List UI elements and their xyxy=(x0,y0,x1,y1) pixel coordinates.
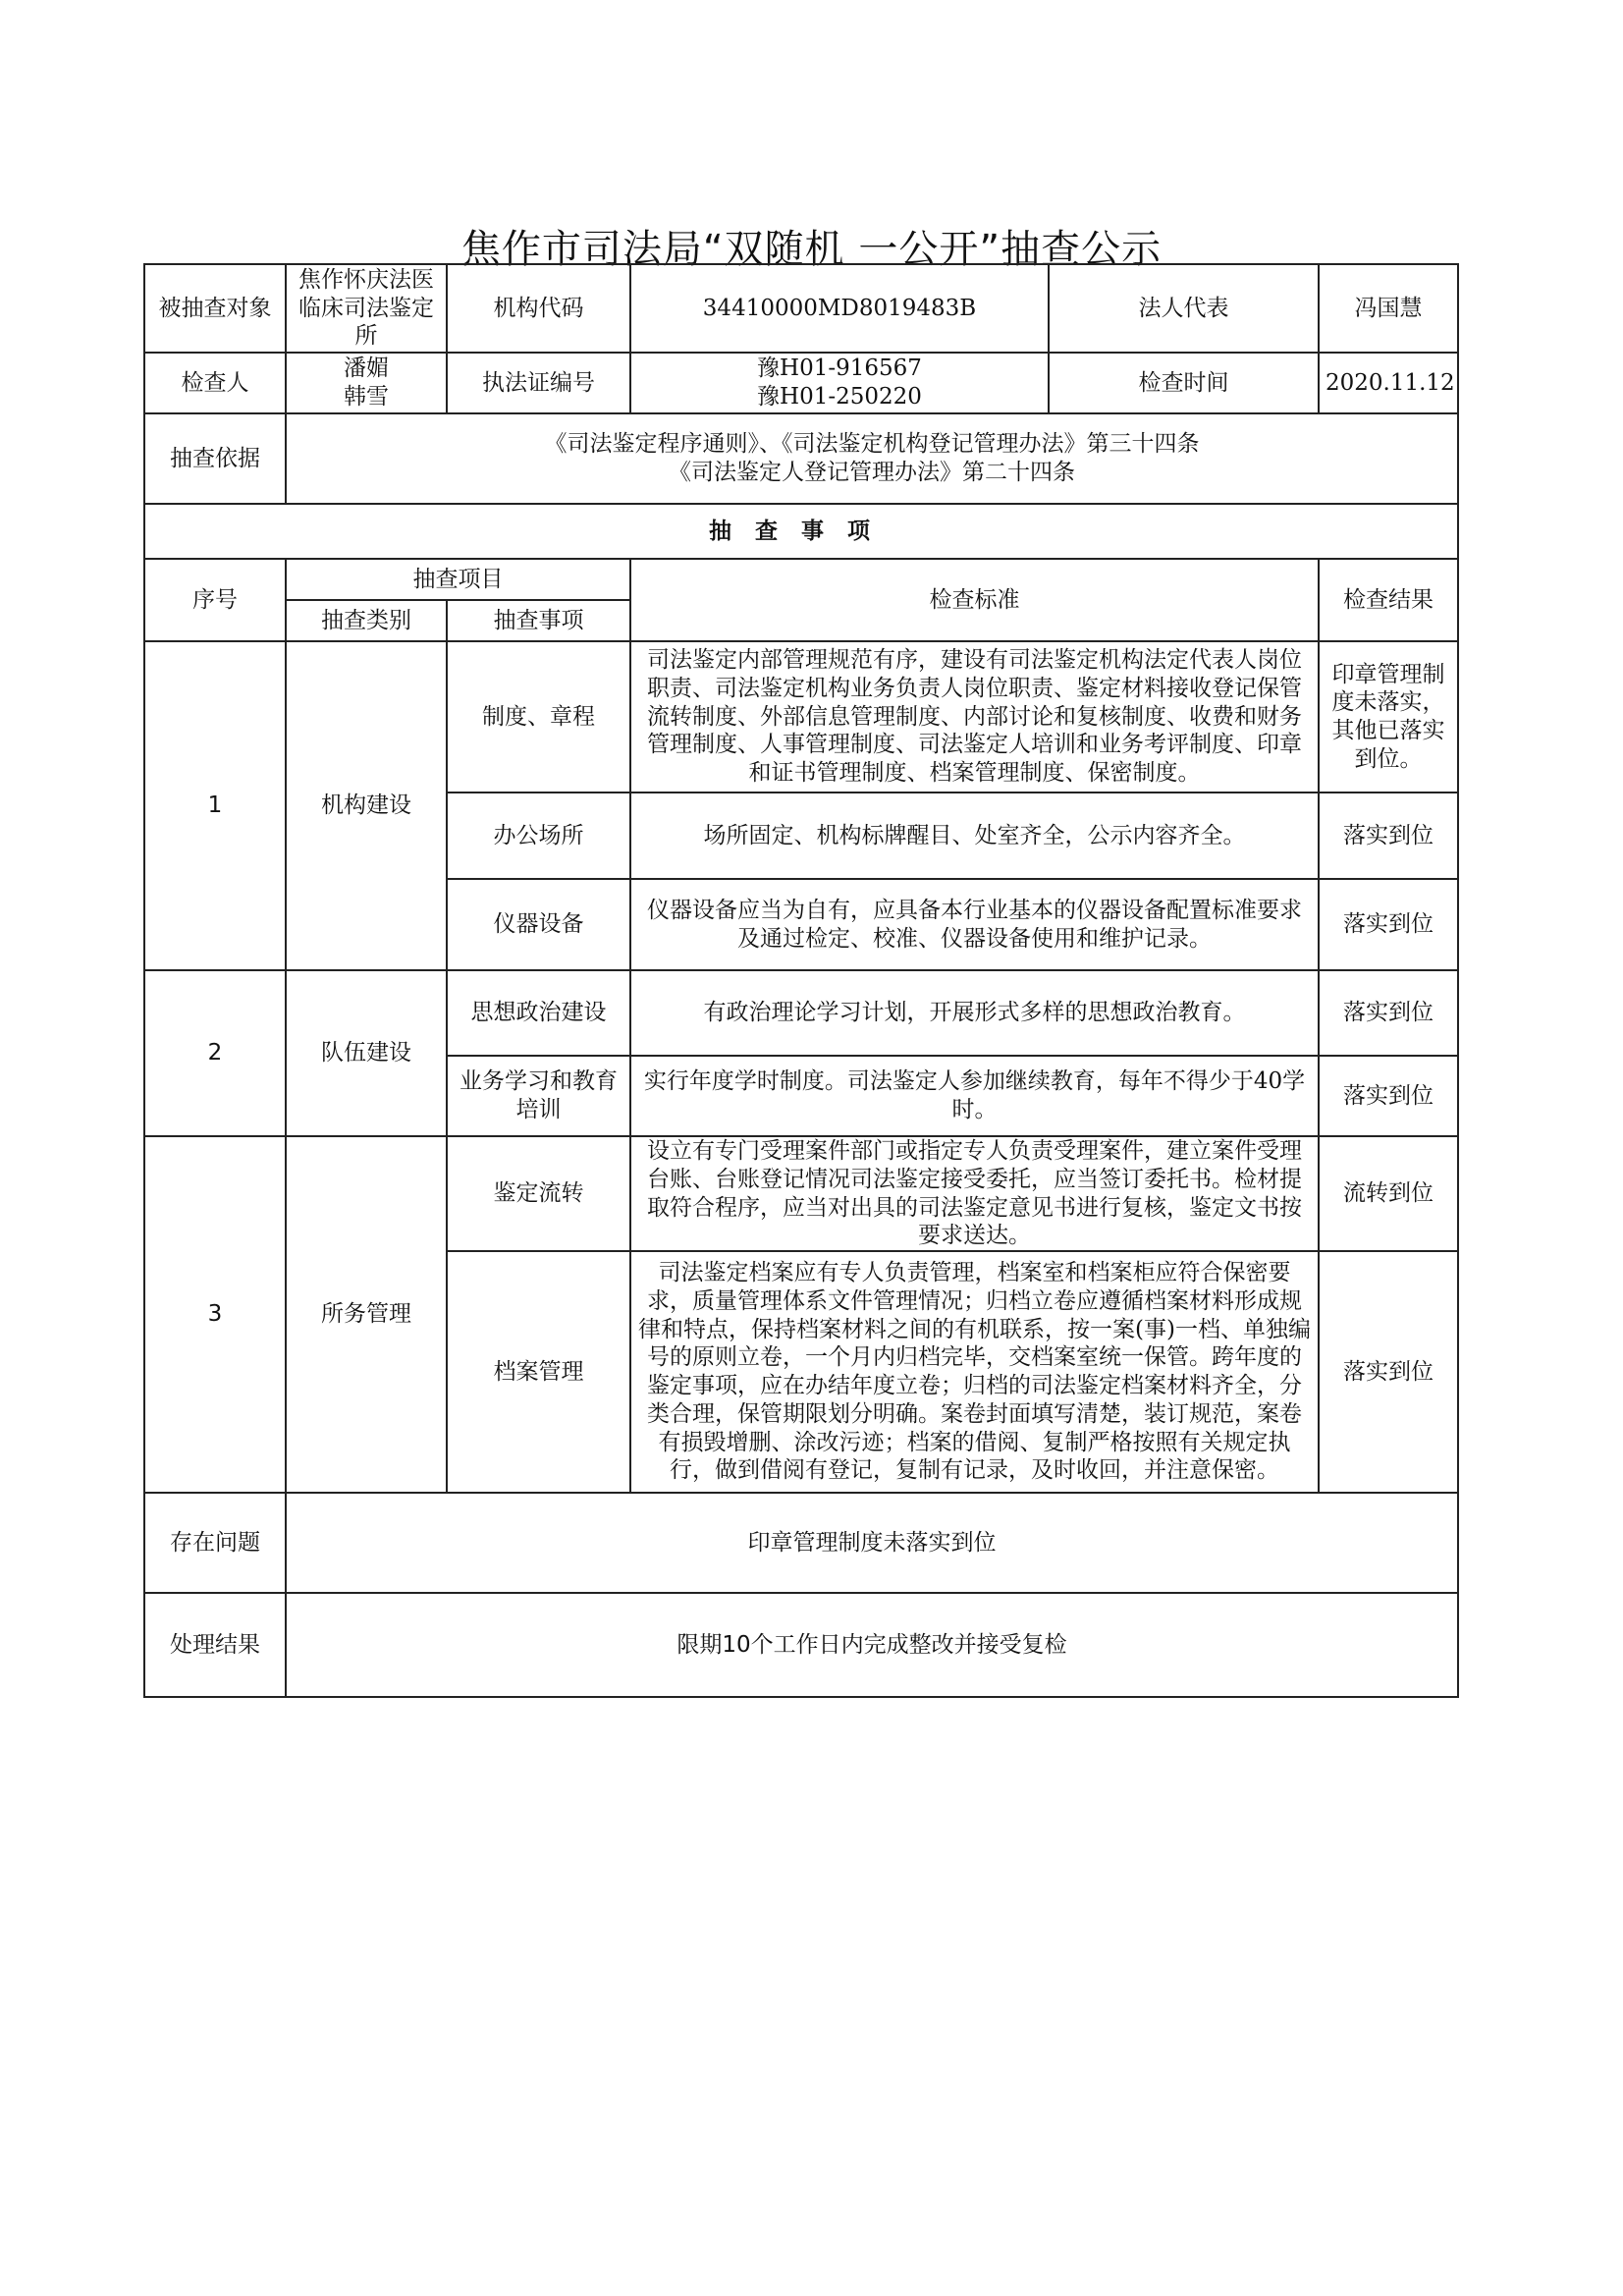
row-item: 思想政治建设 xyxy=(447,970,630,1056)
row-result: 落实到位 xyxy=(1319,970,1458,1056)
row-standard: 设立有专门受理案件部门或指定专人负责受理案件，建立案件受理台账、台账登记情况司法鉴定接受委托，应当签订委托书。检材提取符合程序，应当对出具的司法鉴定意见书进行复核，鉴定文书按要求送达。 xyxy=(630,1136,1319,1251)
handling-row xyxy=(144,1593,1458,1697)
row-item: 制度、章程 xyxy=(447,641,630,793)
row-result: 落实到位 xyxy=(1319,793,1458,879)
cert-numbers xyxy=(630,353,1049,413)
table-row xyxy=(144,641,1458,793)
legal-rep-label: 法人代表 xyxy=(1049,264,1319,353)
basis-label: 抽查依据 xyxy=(144,413,286,504)
row-standard: 实行年度学时制度。司法鉴定人参加继续教育，每年不得少于40学时。 xyxy=(630,1056,1319,1136)
row-result: 落实到位 xyxy=(1319,1251,1458,1493)
object-label: 被抽查对象 xyxy=(144,264,286,353)
group-seq: 2 xyxy=(144,970,286,1136)
cert-label: 执法证编号 xyxy=(447,353,630,413)
inspection-table xyxy=(143,263,1459,1698)
row-item: 鉴定流转 xyxy=(447,1136,630,1251)
basis-line: 《司法鉴定人登记管理办法》第二十四条 xyxy=(669,460,1075,485)
col-seq-header: 序号 xyxy=(144,559,286,641)
row-standard: 有政治理论学习计划，开展形式多样的思想政治教育。 xyxy=(630,970,1319,1056)
row-item: 办公场所 xyxy=(447,793,630,879)
object-value: 焦作怀庆法医临床司法鉴定所 xyxy=(286,264,447,353)
cert-number: 豫H01-916567 xyxy=(757,355,922,382)
table-row xyxy=(144,970,1458,1056)
row-standard: 司法鉴定内部管理规范有序，建设有司法鉴定机构法定代表人岗位职责、司法鉴定机构业务负责人岗位职责、鉴定材料接收登记保管流转制度、外部信息管理制度、内部讨论和复核制度、收费和财务管理制度、人事管理制度、司法鉴定人培训和业务考评制度、印章和证书管理制度、档案管理制度、保密制度。 xyxy=(630,641,1319,793)
legal-rep-value: 冯国慧 xyxy=(1319,264,1458,353)
row-result: 流转到位 xyxy=(1319,1136,1458,1251)
org-code-label: 机构代码 xyxy=(447,264,630,353)
col-standard-header: 检查标准 xyxy=(630,559,1319,641)
group-category: 队伍建设 xyxy=(286,970,447,1136)
handling-label: 处理结果 xyxy=(144,1593,286,1697)
row-item: 仪器设备 xyxy=(447,879,630,970)
problems-row xyxy=(144,1493,1458,1593)
problems-value: 印章管理制度未落实到位 xyxy=(286,1493,1458,1593)
header-row-1 xyxy=(144,264,1458,353)
row-standard: 仪器设备应当为自有，应具备本行业基本的仪器设备配置标准要求及通过检定、校准、仪器设备使用和维护记录。 xyxy=(630,879,1319,970)
date-value: 2020.11.12 xyxy=(1319,353,1458,413)
inspector-label: 检查人 xyxy=(144,353,286,413)
basis-row xyxy=(144,413,1458,504)
group-category: 所务管理 xyxy=(286,1136,447,1493)
row-standard: 场所固定、机构标牌醒目、处室齐全，公示内容齐全。 xyxy=(630,793,1319,879)
col-project-header: 抽查项目 xyxy=(286,559,630,600)
section-title-row xyxy=(144,504,1458,559)
problems-label: 存在问题 xyxy=(144,1493,286,1593)
inspector-name: 潘媚 xyxy=(344,355,389,382)
row-standard: 司法鉴定档案应有专人负责管理，档案室和档案柜应符合保密要求，质量管理体系文件管理情况；归档立卷应遵循档案材料形成规律和特点，保持档案材料之间的有机联系，按一案(事)一档、单独编号的原则立卷，一个月内归档完毕，交档案室统一保管。跨年度的鉴定事项，应在办结年度立卷；归档的司法鉴定档案材料齐全，分类合理，保管期限划分明确。案卷封面填写清楚，装订规范，案卷有损毁增删、涂改污迹；档案的借阅、复制严格按照有关规定执行，做到借阅有登记，复制有记录，及时收回，并注意保密。 xyxy=(630,1251,1319,1493)
table-header-row xyxy=(144,559,1458,600)
group-seq: 3 xyxy=(144,1136,286,1493)
col-result-header: 检查结果 xyxy=(1319,559,1458,641)
col-category-header: 抽查类别 xyxy=(286,600,447,641)
org-code-value: 34410000MD8019483B xyxy=(630,264,1049,353)
cert-number: 豫H01-250220 xyxy=(757,384,922,410)
inspector-names xyxy=(286,353,447,413)
group-category: 机构建设 xyxy=(286,641,447,970)
row-item: 业务学习和教育培训 xyxy=(447,1056,630,1136)
row-item: 档案管理 xyxy=(447,1251,630,1493)
row-result: 落实到位 xyxy=(1319,879,1458,970)
group-seq: 1 xyxy=(144,641,286,970)
basis-line: 《司法鉴定程序通则》、《司法鉴定机构登记管理办法》第三十四条 xyxy=(544,431,1200,458)
date-label: 检查时间 xyxy=(1049,353,1319,413)
basis-value xyxy=(286,413,1458,504)
inspector-name: 韩雪 xyxy=(344,384,389,410)
table-row xyxy=(144,1136,1458,1251)
handling-value: 限期10个工作日内完成整改并接受复检 xyxy=(286,1593,1458,1697)
row-result: 落实到位 xyxy=(1319,1056,1458,1136)
header-row-2 xyxy=(144,353,1458,413)
page-title: 焦作市司法局“双随机 一公开”抽查公示 xyxy=(460,227,1163,272)
col-item-header: 抽查事项 xyxy=(447,600,630,641)
row-result: 印章管理制度未落实，其他已落实到位。 xyxy=(1319,641,1458,793)
section-title: 抽查事项 xyxy=(144,504,1458,559)
